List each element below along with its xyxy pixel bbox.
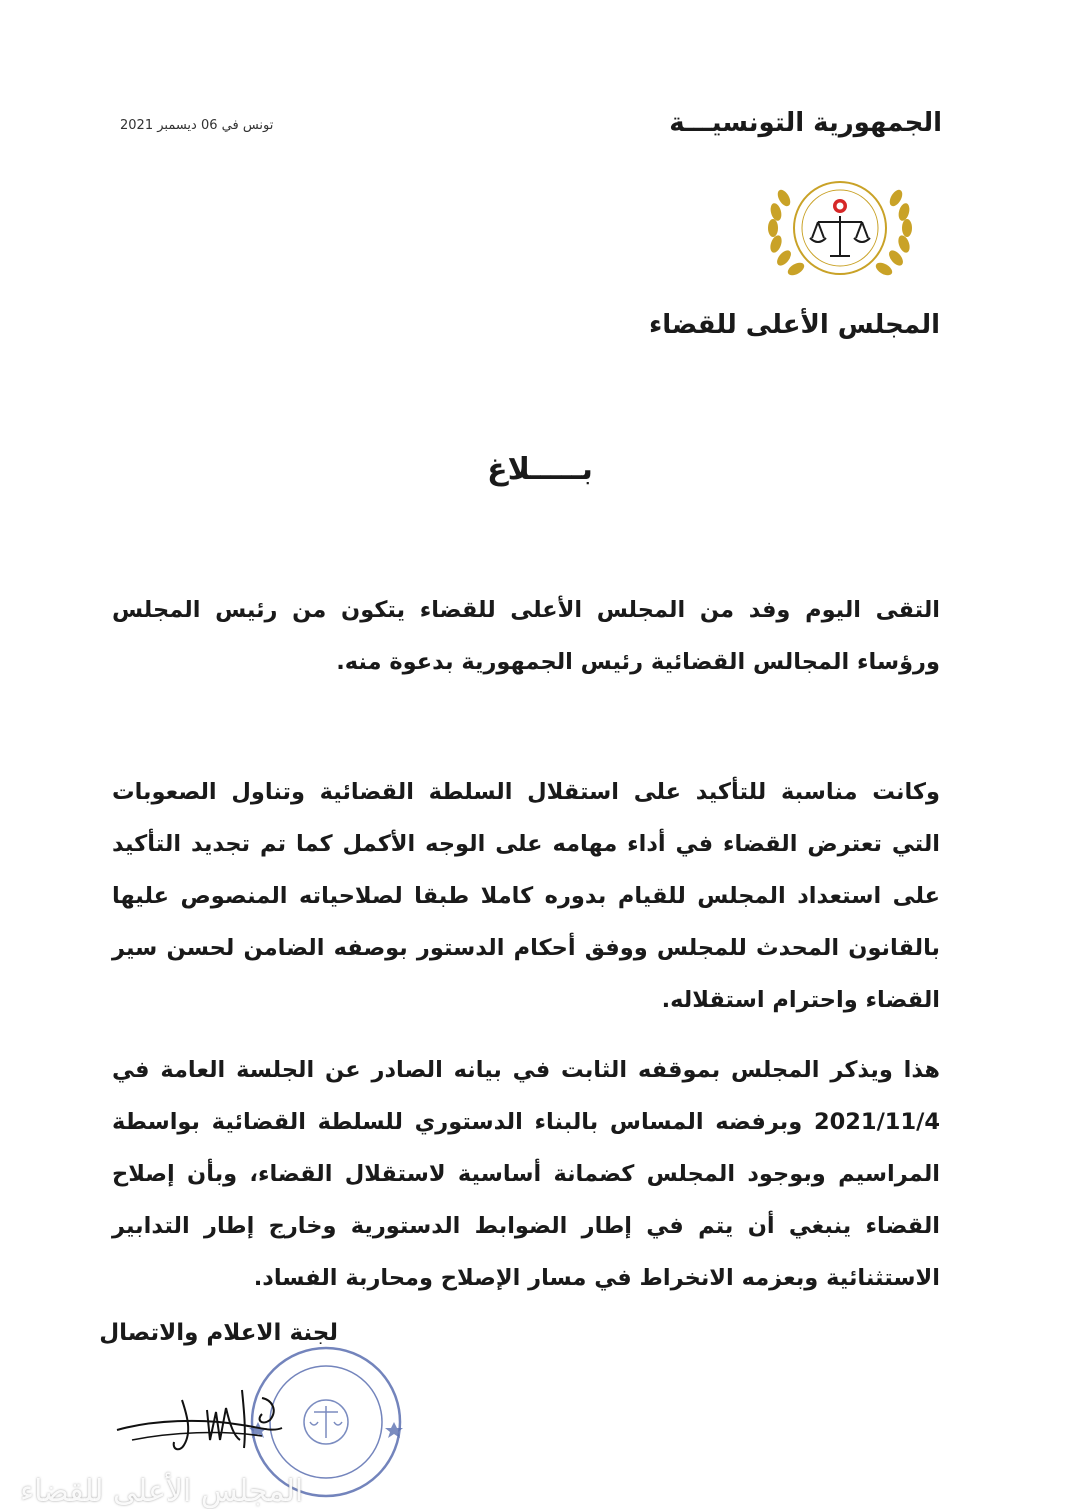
- signature-icon: [112, 1370, 302, 1460]
- letter-date: تونس في 06 ديسمبر 2021: [120, 118, 274, 133]
- paragraph-2: وكانت مناسبة للتأكيد على استقلال السلطة القضائية وتناول الصعوبات التي تعترض القضاء في أداء مهامه على الوجه الأكمل كما تم تجديد التأكيد على استعداد المجلس للقيام بدوره كاملا طبقا لصلاحياته المنصوص عليها بالقانون المحدث للمجلس ووفق أحكام الدستور بوصفه الضامن لحسن سير القضاء واحترام استقلاله.: [112, 779, 940, 1013]
- signing-committee: لجنة الاعلام والاتصال: [99, 1320, 338, 1346]
- document-title: بـــــلاغ: [487, 452, 593, 487]
- council-name: المجلس الأعلى للقضاء: [648, 310, 940, 340]
- paragraph-1: التقى اليوم وفد من المجلس الأعلى للقضاء يتكون من رئيس المجلس ورؤساء المجالس القضائية رئيس الجمهورية بدعوة منه.: [112, 597, 940, 675]
- watermark: المجلس الأعلى للقضاء: [20, 1474, 304, 1509]
- council-emblem-icon: [762, 168, 918, 286]
- republic-header: الجمهورية التونسيـــة: [669, 108, 942, 138]
- paragraph-3: هذا ويذكر المجلس بموقفه الثابت في بيانه الصادر عن الجلسة العامة في 2021/11/4 وبرفضه المساس بالبناء الدستوري للسلطة القضائية بواسطة المراسيم وبوجود المجلس كضمانة أساسية لاستقلال القضاء، وبأن إصلاح القضاء ينبغي أن يتم في إطار الضوابط الدستورية وخارج إطار التدابير الاستثنائية وبعزمه الانخراط في مسار الإصلاح ومحاربة الفساد.: [112, 1057, 940, 1291]
